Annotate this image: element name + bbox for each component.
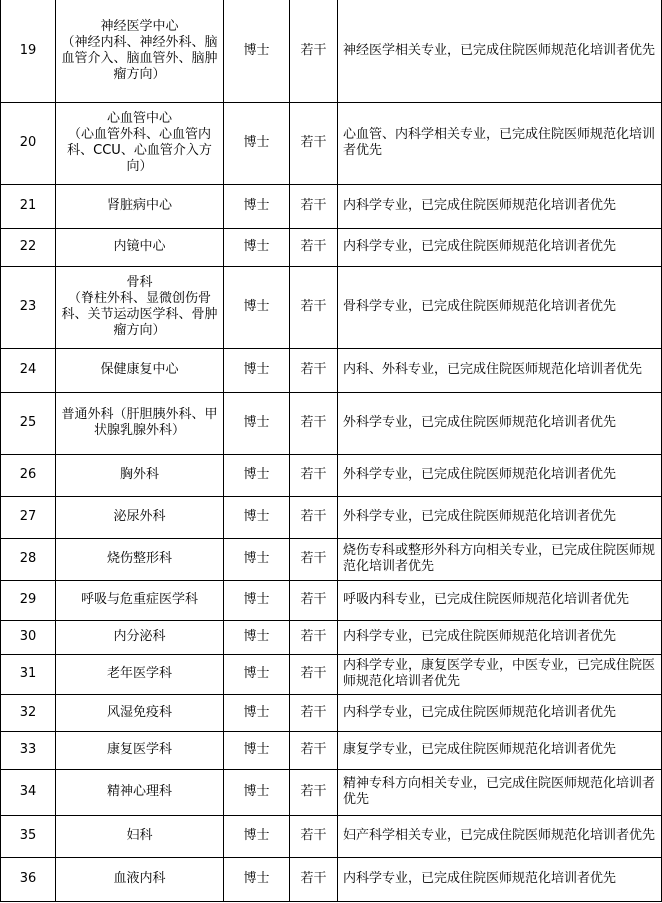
department-name: 呼吸与危重症医学科 (80, 592, 198, 607)
degree-cell: 博士 (224, 0, 290, 102)
department-cell (56, 580, 224, 620)
degree-cell: 博士 (224, 228, 290, 266)
row-number: 26 (1, 454, 56, 496)
table-row (1, 184, 662, 228)
table-row (1, 694, 662, 731)
row-number: 36 (1, 857, 56, 901)
table-row (1, 496, 662, 538)
department-name: 泌尿外科 (113, 509, 166, 524)
degree-cell: 博士 (224, 857, 290, 901)
department-cell (56, 228, 224, 266)
row-number: 20 (1, 102, 56, 184)
department-cell (56, 0, 224, 102)
row-number: 23 (1, 266, 56, 348)
row-number: 34 (1, 769, 56, 815)
requirement-cell: 内科学专业，已完成住院医师规范化培训者优先 (338, 857, 662, 901)
department-name: 内分泌科 (113, 629, 166, 644)
degree-cell: 博士 (224, 102, 290, 184)
department-name: 烧伤整形科 (106, 551, 172, 566)
department-name: 心血管中心 （心血管外科、心血管内科、CCU、心血管介入方向） (67, 111, 212, 174)
count-cell: 若干 (290, 857, 338, 901)
row-number: 32 (1, 694, 56, 731)
count-cell: 若干 (290, 228, 338, 266)
count-cell: 若干 (290, 348, 338, 392)
requirement-cell: 烧伤专科或整形外科方向相关专业，已完成住院医师规范化培训者优先 (338, 538, 662, 580)
department-name: 普通外科（肝胆胰外科、甲状腺乳腺外科） (61, 407, 218, 438)
count-cell: 若干 (290, 266, 338, 348)
count-cell: 若干 (290, 496, 338, 538)
count-cell: 若干 (290, 620, 338, 654)
department-cell (56, 454, 224, 496)
table-row (1, 228, 662, 266)
degree-cell: 博士 (224, 392, 290, 454)
department-name: 骨科 （脊柱外科、显微创伤骨科、关节运动医学科、骨肿瘤方向） (61, 275, 218, 338)
requirement-cell: 内科学专业，已完成住院医师规范化培训者优先 (338, 620, 662, 654)
table-row (1, 266, 662, 348)
department-name: 精神心理科 (106, 784, 172, 799)
row-number: 28 (1, 538, 56, 580)
requirement-cell: 呼吸内科专业，已完成住院医师规范化培训者优先 (338, 580, 662, 620)
degree-cell: 博士 (224, 620, 290, 654)
department-name: 老年医学科 (106, 666, 172, 681)
requirement-cell: 内科学专业，已完成住院医师规范化培训者优先 (338, 694, 662, 731)
row-number: 35 (1, 815, 56, 857)
department-cell (56, 769, 224, 815)
degree-cell: 博士 (224, 731, 290, 769)
count-cell: 若干 (290, 580, 338, 620)
degree-cell: 博士 (224, 694, 290, 731)
department-name: 血液内科 (113, 871, 166, 886)
department-name: 内镜中心 (113, 239, 166, 254)
department-cell (56, 538, 224, 580)
row-number: 27 (1, 496, 56, 538)
count-cell: 若干 (290, 184, 338, 228)
requirement-cell: 内科学专业，已完成住院医师规范化培训者优先 (338, 184, 662, 228)
row-number: 29 (1, 580, 56, 620)
requirement-cell: 精神专科方向相关专业，已完成住院医师规范化培训者优先 (338, 769, 662, 815)
table-row (1, 102, 662, 184)
requirement-cell: 神经医学相关专业，已完成住院医师规范化培训者优先 (338, 0, 662, 102)
department-name: 胸外科 (119, 467, 159, 482)
count-cell: 若干 (290, 392, 338, 454)
count-cell: 若干 (290, 815, 338, 857)
row-number: 25 (1, 392, 56, 454)
department-cell (56, 731, 224, 769)
table-row (1, 620, 662, 654)
degree-cell: 博士 (224, 348, 290, 392)
requirement-cell: 外科学专业，已完成住院医师规范化培训者优先 (338, 496, 662, 538)
requirement-cell: 心血管、内科学相关专业，已完成住院医师规范化培训者优先 (338, 102, 662, 184)
table-row (1, 392, 662, 454)
count-cell: 若干 (290, 731, 338, 769)
requirement-cell: 康复学专业，已完成住院医师规范化培训者优先 (338, 731, 662, 769)
department-name: 保健康复中心 (100, 362, 179, 377)
department-cell (56, 654, 224, 694)
requirement-cell: 内科学专业，已完成住院医师规范化培训者优先 (338, 228, 662, 266)
row-number: 33 (1, 731, 56, 769)
department-cell (56, 496, 224, 538)
department-cell (56, 266, 224, 348)
count-cell: 若干 (290, 769, 338, 815)
degree-cell: 博士 (224, 266, 290, 348)
table-row (1, 815, 662, 857)
degree-cell: 博士 (224, 454, 290, 496)
degree-cell: 博士 (224, 538, 290, 580)
degree-cell: 博士 (224, 654, 290, 694)
department-cell (56, 348, 224, 392)
table-row (1, 0, 662, 102)
department-cell (56, 857, 224, 901)
degree-cell: 博士 (224, 769, 290, 815)
department-cell (56, 694, 224, 731)
row-number: 22 (1, 228, 56, 266)
department-name: 风湿免疫科 (106, 704, 172, 720)
table-row (1, 580, 662, 620)
row-number: 24 (1, 348, 56, 392)
department-name: 肾脏病中心 (106, 198, 172, 213)
department-cell (56, 102, 224, 184)
count-cell: 若干 (290, 654, 338, 694)
count-cell: 若干 (290, 454, 338, 496)
count-cell: 若干 (290, 538, 338, 580)
row-number: 31 (1, 654, 56, 694)
count-cell: 若干 (290, 0, 338, 102)
department-cell (56, 392, 224, 454)
table-row (1, 538, 662, 580)
table-row (1, 731, 662, 769)
degree-cell: 博士 (224, 184, 290, 228)
requirement-cell: 骨科学专业，已完成住院医师规范化培训者优先 (338, 266, 662, 348)
row-number: 19 (1, 0, 56, 102)
degree-cell: 博士 (224, 580, 290, 620)
degree-cell: 博士 (224, 815, 290, 857)
row-number: 30 (1, 620, 56, 654)
department-name: 神经医学中心 （神经内科、神经外科、脑血管介入、脑血管外、脑肿瘤方向） (61, 18, 218, 82)
degree-cell: 博士 (224, 496, 290, 538)
department-name: 妇科 (126, 828, 153, 843)
table-row (1, 454, 662, 496)
table-row (1, 654, 662, 694)
requirement-cell: 外科学专业，已完成住院医师规范化培训者优先 (338, 454, 662, 496)
department-cell (56, 620, 224, 654)
row-number: 21 (1, 184, 56, 228)
requirement-cell: 内科学专业，康复医学专业，中医专业，已完成住院医师规范化培训者优先 (338, 654, 662, 694)
department-name: 康复医学科 (106, 742, 172, 757)
requirement-cell: 妇产科学相关专业，已完成住院医师规范化培训者优先 (338, 815, 662, 857)
table-row (1, 857, 662, 901)
table-row (1, 769, 662, 815)
count-cell: 若干 (290, 694, 338, 731)
requirement-cell: 内科、外科专业，已完成住院医师规范化培训者优先 (338, 348, 662, 392)
department-cell (56, 815, 224, 857)
department-cell (56, 184, 224, 228)
table-row (1, 348, 662, 392)
requirement-cell: 外科学专业，已完成住院医师规范化培训者优先 (338, 392, 662, 454)
count-cell: 若干 (290, 102, 338, 184)
